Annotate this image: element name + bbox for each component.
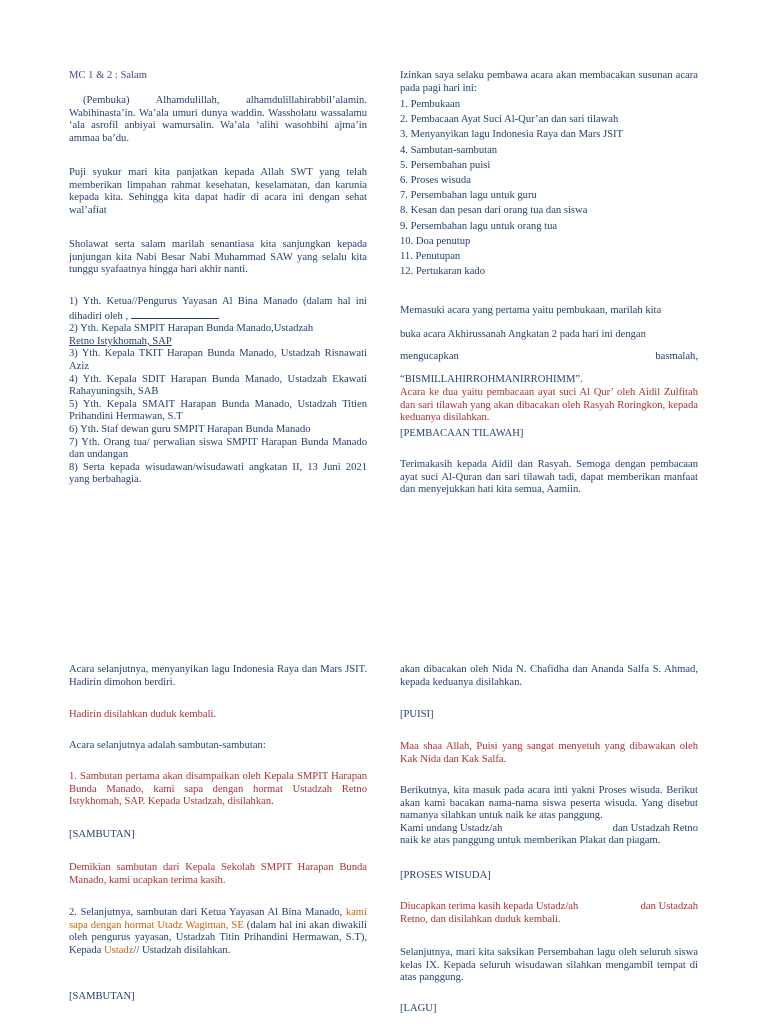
agenda-item: 11. Penutupan <box>400 250 461 262</box>
diucapkan-paragraph: Diucapkan terima kasih kepada Ustadz/ah dan Ustadzah Retno, dan disilahkan duduk kembali. <box>400 901 698 925</box>
mc-heading: MC 1 & 2 : Salam <box>69 70 147 81</box>
agenda-item: 10. Doa penutup <box>400 235 471 247</box>
memasuki-line-2: buka acara Akhirussanah Angkatan 2 pada hari ini dengan <box>400 329 646 340</box>
greeting-item: 2) Yth. Kepala SMPIT Harapan Bunda Manado,Ustadzah Retno Istykhomah, SAP <box>69 323 314 347</box>
agenda-intro: Izinkan saya selaku pembawa acara akan membacakan susunan acara pada pagi hari ini: <box>400 70 698 94</box>
terimakasih-paragraph: Terimakasih kepada Aidil dan Rasyah. Semoga dengan pembacaan ayat suci Al-Quran dan sari tilawah tadi, dapat memberikan manfaat dan menyejukkan hati kita semua, Aamiin. <box>400 459 698 496</box>
demikian-paragraph: Demikian sambutan dari Kepala Sekolah SMPIT Harapan Bunda Manado, kami ucapkan terima kasih. <box>69 862 367 886</box>
agenda-item: 1. Pembukaan <box>400 99 461 110</box>
memasuki-line-3: mengucapkan basmalah, <box>400 351 698 362</box>
agenda-list <box>400 99 698 279</box>
syukur-paragraph: Puji syukur mari kita panjatkan kepada Allah SWT yang telah memberikan limpahan rahmat kesehatan, keselamatan, dan karunia kepada kita. Sehingga kita dapat hadir di acara ini dengan sehat wal’afiat <box>69 167 367 216</box>
lagu-tag: [LAGU] <box>400 1003 437 1014</box>
sambutan-1: 1. Sambutan pertama akan disampaikan oleh Kepala SMPIT Harapan Bunda Manado, kami sapa dengan hormat Ustadzah Retno Istykhomah, SAP. Kepada Ustadzah, disilahkan. <box>69 771 367 808</box>
tilawah-call: Acara ke dua yaitu pembacaan ayat suci Al Qur’ oleh Aidil Zulfitah dan sari tilawah yang akan dibacakan oleh Rasyah Roringkon, kepada keduanya disilahkan. <box>400 387 698 424</box>
duduk-text: Hadirin disilahkan duduk kembali. <box>69 709 217 720</box>
lagu-paragraph: Acara selanjutnya, menyanyikan lagu Indonesia Raya dan Mars JSIT. Hadirin dimohon berdiri. <box>69 664 367 688</box>
blank-line <box>131 309 219 319</box>
agenda-item: 4. Sambutan-sambutan <box>400 144 498 156</box>
agenda-item: 5. Persembahan puisi <box>400 159 491 171</box>
masha-paragraph: Maa shaa Allah, Puisi yang sangat menyetuh yang dibawakan oleh Kak Nida dan Kak Salfa. <box>400 741 698 765</box>
memasuki-line-1: Memasuki acara yang pertama yaitu pembukaan, marilah kita <box>400 305 662 316</box>
selanjutnya-paragraph: Selanjutnya, mari kita saksikan Persembahan lagu oleh seluruh siswa kelas IX. Kepada seluruh wisudawan silahkan mengambil tempat di atas panggung. <box>400 947 698 984</box>
wisuda-tag: [PROSES WISUDA] <box>400 870 491 881</box>
agenda-item: 9. Persembahan lagu untuk orang tua <box>400 220 558 232</box>
puisi-call: akan dibacakan oleh Nida N. Chafidha dan Ananda Salfa S. Ahmad, kepada keduanya disilahkan. <box>400 664 698 688</box>
greeting-item: 4) Yth. Kepala SDIT Harapan Bunda Manado, Ustadzah Ekawati Rahayuningsih, SAB <box>69 373 367 398</box>
greeting-item: 3) Yth. Kepala TKIT Harapan Bunda Manado, Ustadzah Risnawati Aziz <box>69 348 367 372</box>
agenda-item: 12. Pertukaran kado <box>400 266 486 278</box>
agenda-item: 2. Pembacaan Ayat Suci Al-Qur’an dan sari tilawah <box>400 114 619 126</box>
sambutan-tag-1: [SAMBUTAN] <box>69 829 135 840</box>
bismillah-text: “BISMILLAHIRROHMANIRROHIMM”. <box>400 374 583 385</box>
agenda-item: 7. Persembahan lagu untuk guru <box>400 190 537 202</box>
agenda-item: 3. Menyanyikan lagu Indonesia Raya dan Mars JSIT <box>400 129 624 141</box>
puisi-tag: [PUISI] <box>400 709 434 720</box>
greeting-item: 8) Serta kepada wisudawan/wisudawati angkatan II, 13 Juni 2021 yang berbahagia. <box>69 461 367 486</box>
greeting-item: 7) Yth. Orang tua/ perwalian siswa SMPIT Harapan Bunda Manado dan undangan <box>69 436 367 461</box>
greeting-item: 1) Yth. Ketua//Pengurus Yayasan Al Bina Manado (dalam hal ini dihadiri oleh , <box>69 296 367 322</box>
sambutan-tag-2: [SAMBUTAN] <box>69 991 135 1002</box>
wisuda-paragraph: Berikutnya, kita masuk pada acara inti yakni Proses wisuda. Berikut akan kami bacakan nama-nama siswa peserta wisuda. Yang disebut namanya silahkan untuk naik ke atas panggung. Kami undang Ustadz/ah dan Ustadzah Retno naik ke atas panggung untuk memberikan Plakat dan piagam. <box>400 785 698 847</box>
sholawat-paragraph: Sholawat serta salam marilah senantiasa kita sanjungkan kepada junjungan kita Nabi Besar Nabi Muhammad SAW yang selalu kita tunggu syafaatnya hingga hari akhir nanti. <box>69 239 367 276</box>
agenda-item: 6. Proses wisuda <box>400 174 471 186</box>
sambutan-2: 2. Selanjutnya, sambutan dari Ketua Yayasan Al Bina Manado, kami sapa dengan hormat Utadz Wagiman, SE (dalam hal ini akan diwakili oleh pengurus yayasan, Ustadzah Titin Prihandini Hermawan, S.T), Kepada Ustadz// Ustadzah disilahkan. <box>69 907 367 956</box>
greeting-item: 5) Yth. Kepala SMAIT Harapan Bunda Manado, Ustadzah Titien Prihandini Hermawan, S.T <box>69 398 367 423</box>
greetings-list <box>69 296 367 487</box>
greeting-item: 6) Yth. Staf dewan guru SMPIT Harapan Bunda Manado <box>69 423 311 435</box>
tilawah-tag: [PEMBACAAN TILAWAH] <box>400 428 524 439</box>
agenda-item: 8. Kesan dan pesan dari orang tua dan siswa <box>400 205 588 217</box>
sambutan-intro: Acara selanjutnya adalah sambutan-sambutan: <box>69 740 266 751</box>
opening-paragraph: (Pembuka) Alhamdulillah, alhamdulillahirabbil’alamin. Wabihinasta’in. Wa’ala umuri dunya waddin. Wassholatu wassalamu ‘ala asrofil anbiyai wamursalin. Wa’ala ‘alihi wasohbihi ajma’in ammaa ba’du. <box>69 95 367 144</box>
